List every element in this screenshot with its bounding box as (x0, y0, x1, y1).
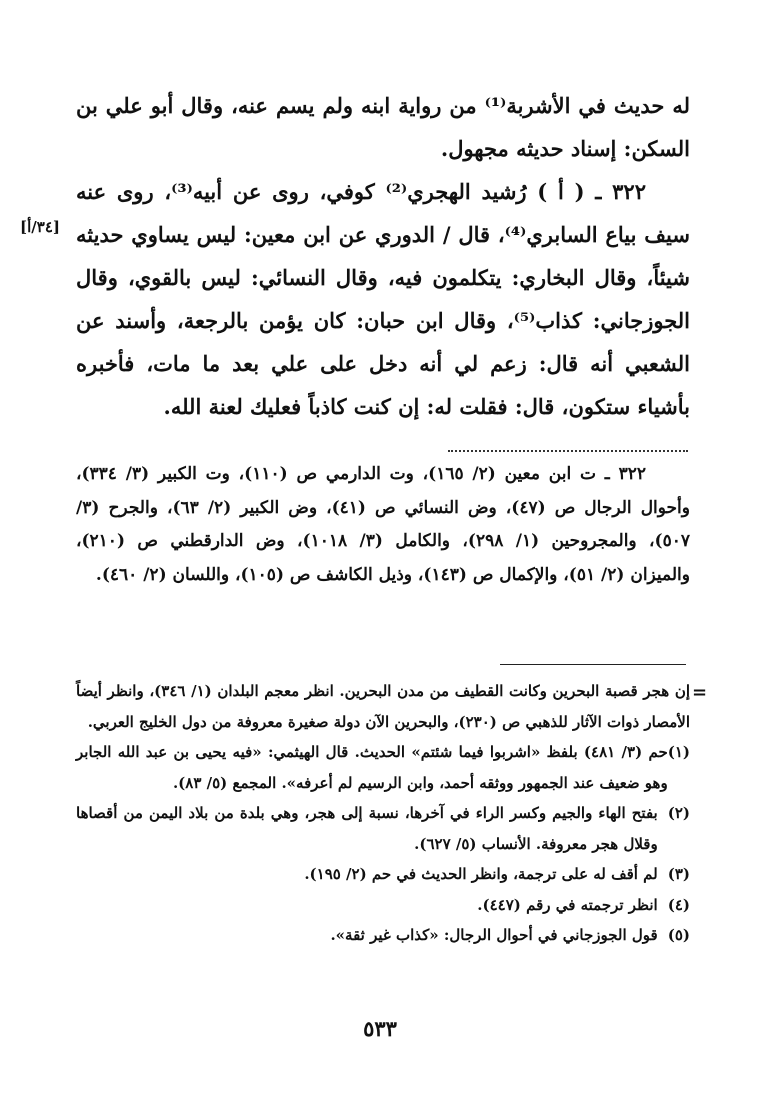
footnote-text: بفتح الهاء والجيم وكسر الراء في آخرها، نسبة إلى هجر، وهي بلدة من بلاد اليمن من أقصاها وقلال هجر معروفة. الأنساب (٥/ ٦٢٧). (76, 804, 658, 853)
footnote-continuation-marker: = (692, 682, 708, 703)
footnote-2 (76, 798, 690, 859)
footnotes (76, 676, 690, 951)
footnote-1 (76, 737, 690, 798)
footnote-divider (500, 664, 686, 665)
footnote-number: (١) (667, 743, 690, 761)
takhrij-text: ٣٢٢ ـ ت ابن معين (٢/ ١٦٥)، وت الدارمي ص (١١٠)، وت الكبير (٣/ ٣٣٤)، وأحوال الرجال ص (٤٧)، وض النسائي ص (٤١)، وض الكبير (٢/ ٦٣)، والجرح (٣/ ٥٠٧)، والمجروحين (١/ ٢٩٨)، والكامل (٣/ ١٠١٨)، وض الدارقطني ص (٢١٠)، والميزان (٢/ ٥١)، والإكمال ص (١٤٣)، وذيل الكاشف ص (١٠٥)، واللسان (٢/ ٤٦٠). (76, 464, 690, 585)
main-text (76, 84, 690, 428)
footnote-number: (٣) (667, 865, 690, 883)
footnote-number: (٤) (667, 895, 690, 914)
page-number: ٥٣٣ (363, 1016, 397, 1041)
footnote-text: لم أقف له على ترجمة، وانظر الحديث في حم (٢/ ١٩٥). (304, 865, 658, 883)
footnote-4 (76, 890, 690, 921)
dotted-separator (448, 450, 688, 452)
footnote-number: (٢) (667, 804, 690, 822)
paragraph-1: له حديث في الأشربة⁽¹⁾ من رواية ابنه ولم يسم عنه، وقال أبو علي بن السكن: إسناد حديثه مجهول. (76, 93, 690, 161)
footnote-number: (٥) (667, 926, 690, 944)
footnote-text: انظر ترجمته في رقم (٤٤٧). (477, 895, 658, 914)
footnote-text: قول الجوزجاني في أحوال الرجال: «كذاب غير ثقة». (330, 926, 658, 944)
entry-322-biography: ٣٢٢ ـ ( أ ) رُشيد الهجري⁽²⁾ كوفي، روى عن أبيه⁽³⁾، روى عنه سيف بياع السابري⁽⁴⁾، قال / الدوري عن ابن معين: ليس يساوي حديثه شيئاً، وقال البخاري: يتكلمون فيه، وقال النسائي: ليس بالقوي، وقال الجوزجاني: كذاب⁽⁵⁾، وقال ابن حبان: كان يؤمن بالرجعة، وأسند عن الشعبي أنه قال: زعم لي أنه دخل على علي بعد ما مات، فأخبره بأشياء ستكون، قال: فقلت له: إن كنت كاذباً فعليك لعنة الله. (76, 179, 691, 419)
footnote-3 (76, 859, 690, 890)
footnote-text: حم (٣/ ٤٨١) بلفظ «اشربوا فيما شئتم» الحديث. قال الهيثمي: «فيه يحيى بن عبد الله الجابر وهو ضعيف عند الجمهور ووثقه أحمد، وابن الرسيم لم أعرفه». المجمع (٥/ ٨٣). (76, 743, 668, 792)
manuscript-folio-marker: [٣٤/أ] (20, 218, 60, 236)
footnote-5 (76, 920, 690, 951)
footnote-continuation: إن هجر قصبة البحرين وكانت القطيف من مدن البحرين. انظر معجم البلدان (١/ ٣٤٦)، وانظر أيضاً الأمصار ذوات الآثار للذهبي ص (٢٣٠)، والبحرين الآن دولة صغيرة معروفة من دول الخليج العربي. (76, 682, 690, 731)
takhrij-section (76, 458, 690, 592)
